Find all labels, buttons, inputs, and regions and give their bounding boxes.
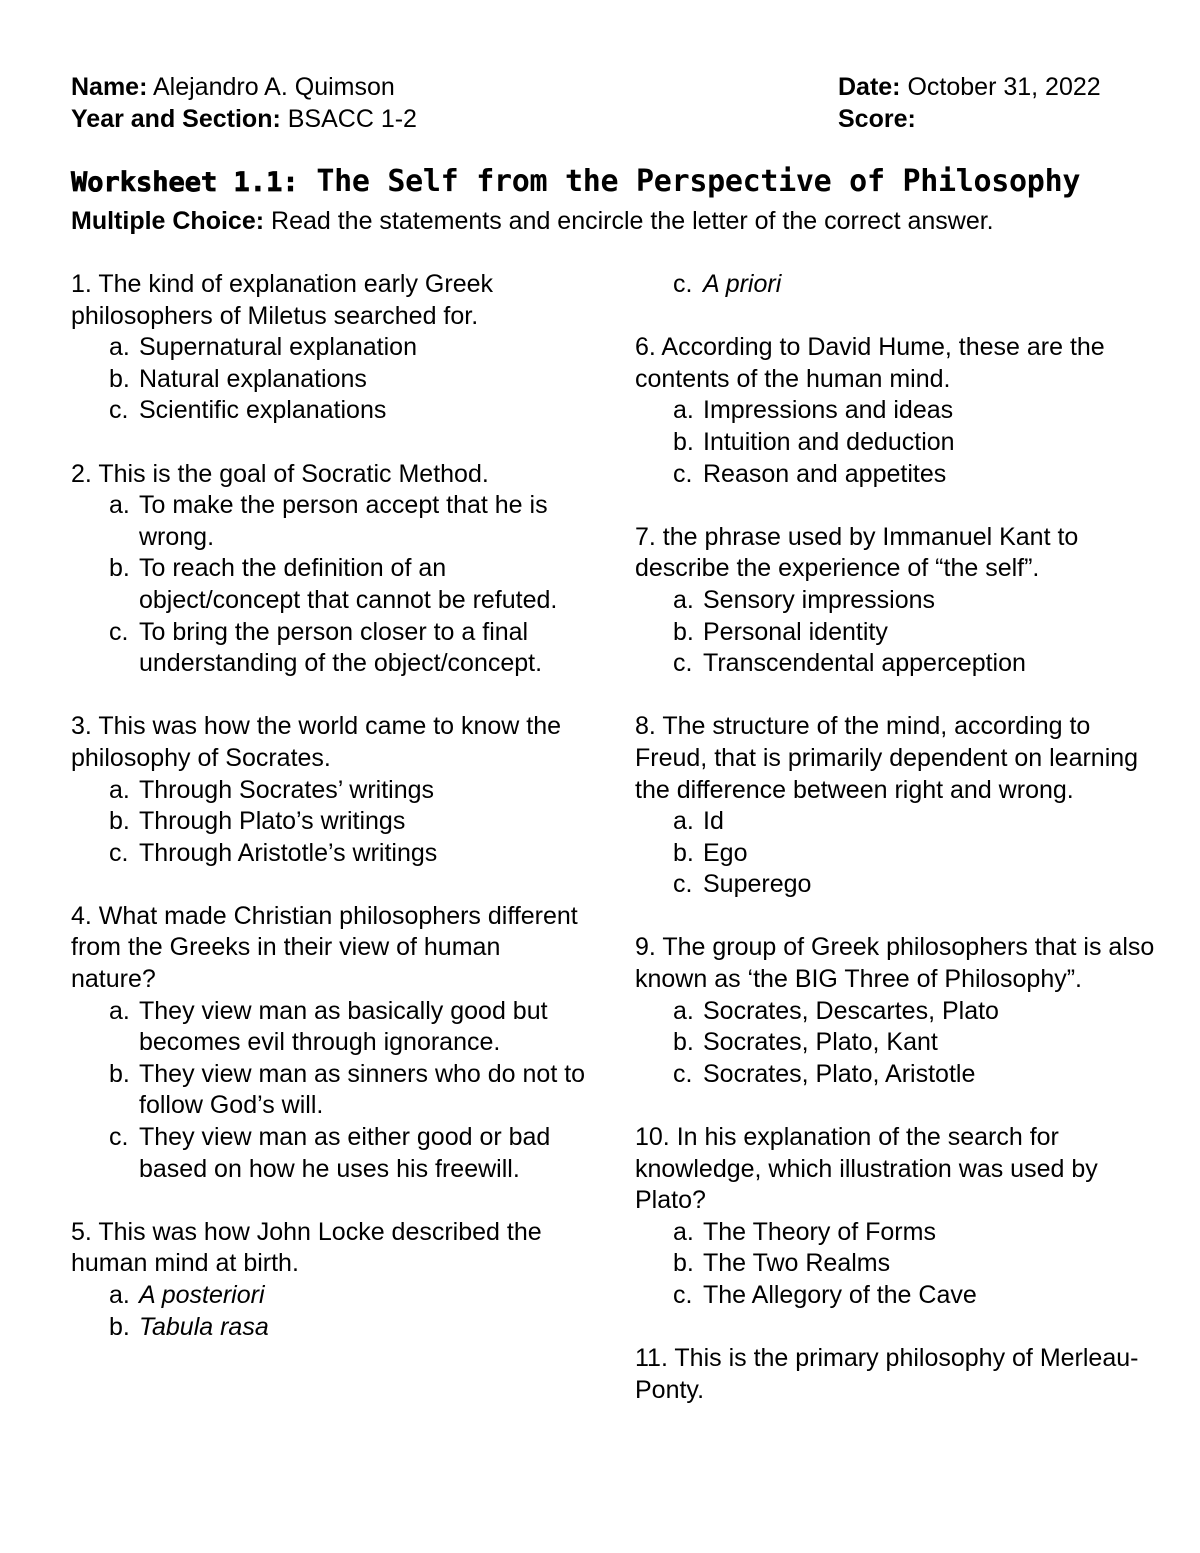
option-text: Scientific explanations (139, 396, 387, 425)
option-a[interactable] (109, 775, 591, 807)
worksheet-number: Worksheet 1.1: (71, 167, 299, 198)
question-7 (635, 522, 1155, 680)
option-text: A posteriori (139, 1281, 265, 1309)
option-a[interactable] (673, 395, 1155, 427)
option-b[interactable] (673, 1248, 1155, 1280)
option-c[interactable] (109, 617, 591, 680)
question-stem: 11. This is the primary philosophy of Merleau-Ponty. (635, 1344, 1139, 1404)
question-8 (635, 711, 1155, 901)
option-letter[interactable]: b. (673, 1249, 694, 1278)
option-text: Tabula rasa (139, 1312, 269, 1341)
option-letter[interactable]: a. (109, 491, 130, 520)
option-text: Ego (703, 838, 748, 867)
name-line (71, 71, 395, 103)
question-3 (71, 711, 591, 869)
option-text: Reason and appetites (703, 459, 947, 488)
option-text: Socrates, Plato, Kant (703, 1028, 938, 1057)
option-b[interactable] (109, 553, 591, 616)
option-c[interactable] (673, 648, 1155, 680)
option-letter[interactable]: a. (673, 807, 694, 836)
option-a[interactable] (673, 1217, 1155, 1249)
option-text: The Two Realms (703, 1249, 891, 1278)
option-letter[interactable]: c. (109, 838, 129, 867)
option-letter[interactable]: c. (673, 1059, 693, 1088)
option-c[interactable] (673, 869, 1155, 901)
option-c[interactable] (109, 838, 591, 870)
question-stem: 7. the phrase used by Immanuel Kant to describe the experience of “the self”. (635, 522, 1079, 583)
right-column (635, 269, 1155, 1438)
option-text: A priori (703, 270, 782, 298)
instructions (71, 205, 994, 237)
name-value: Alejandro A. Quimson (147, 73, 395, 101)
question-4 (71, 901, 591, 1185)
question-stem: 8. The structure of the mind, according to Freud, that is primarily dependent on learning the difference between right and wrong. (635, 712, 1139, 804)
option-letter[interactable]: c. (673, 1281, 693, 1309)
section-value: BSACC 1-2 (280, 105, 417, 133)
option-letter[interactable]: a. (109, 996, 130, 1025)
option-letter[interactable]: c. (109, 617, 129, 646)
question-stem: 1. The kind of explanation early Greek philosophers of Miletus searched for. (71, 270, 494, 330)
date-line (838, 71, 1101, 103)
instructions-text: Read the statements and encircle the letter of the correct answer. (264, 207, 994, 235)
option-b[interactable] (109, 364, 591, 396)
worksheet-title (71, 164, 1080, 199)
option-letter[interactable]: a. (109, 775, 130, 804)
option-letter[interactable]: b. (109, 1059, 130, 1088)
option-b[interactable] (109, 1312, 591, 1344)
option-text: To make the person accept that he is wrong. (139, 491, 548, 551)
option-b[interactable] (673, 617, 1155, 649)
name-label: Name: (71, 73, 148, 101)
option-a[interactable] (109, 1280, 591, 1312)
option-text: To reach the definition of an object/concept that cannot be refuted. (139, 554, 558, 614)
option-b[interactable] (673, 427, 1155, 459)
option-text: Natural explanations (139, 364, 367, 393)
option-c[interactable] (673, 459, 1155, 491)
option-letter[interactable]: c. (673, 459, 693, 488)
option-letter[interactable]: a. (109, 1281, 130, 1309)
option-letter[interactable]: b. (109, 364, 130, 393)
option-text: Socrates, Descartes, Plato (703, 996, 999, 1025)
option-c[interactable] (673, 1059, 1155, 1091)
question-11 (635, 1343, 1155, 1406)
option-b[interactable] (109, 1059, 591, 1122)
option-text: Socrates, Plato, Aristotle (703, 1059, 976, 1088)
date-label: Date: (838, 73, 901, 101)
option-text: Through Plato’s writings (139, 807, 406, 836)
option-c[interactable] (673, 1280, 1155, 1312)
option-letter[interactable]: a. (673, 1217, 694, 1246)
option-text: To bring the person closer to a final understanding of the object/concept. (139, 617, 543, 678)
score-line (838, 103, 916, 135)
question-stem: 10. In his explanation of the search for knowledge, which illustration was used by Plato? (635, 1123, 1098, 1215)
question-stem: 4. What made Christian philosophers different from the Greeks in their view of human nature? (71, 901, 578, 994)
option-text: Id (703, 807, 724, 836)
option-letter[interactable]: a. (673, 396, 694, 425)
option-letter[interactable]: b. (673, 838, 694, 867)
section-line (71, 103, 417, 135)
option-c[interactable] (109, 395, 591, 427)
option-text: Sensory impressions (703, 585, 936, 614)
option-a[interactable] (673, 585, 1155, 617)
question-5 (71, 1217, 591, 1343)
option-c[interactable] (673, 269, 1155, 301)
option-a[interactable] (109, 332, 591, 364)
option-letter[interactable]: b. (673, 427, 694, 456)
question-stem: 9. The group of Greek philosophers that is also known as ‘the BIG Three of Philosophy”. (635, 933, 1155, 994)
question-stem: 3. This was how the world came to know the philosophy of Socrates. (71, 712, 562, 772)
option-text: Supernatural explanation (139, 333, 417, 362)
option-a[interactable] (109, 490, 591, 553)
option-text: Through Socrates’ writings (139, 775, 435, 804)
option-a[interactable] (673, 996, 1155, 1028)
option-letter[interactable]: c. (673, 870, 693, 899)
option-letter[interactable]: a. (673, 996, 694, 1025)
option-b[interactable] (673, 1027, 1155, 1059)
question-5-continued (635, 269, 1155, 301)
option-a[interactable] (109, 996, 591, 1059)
option-text: Impressions and ideas (703, 396, 954, 425)
date-value: October 31, 2022 (900, 73, 1101, 101)
option-letter[interactable]: c. (109, 1123, 129, 1152)
option-text: They view man as basically good but becomes evil through ignorance. (139, 996, 548, 1057)
option-letter[interactable]: c. (109, 396, 129, 425)
option-text: The Theory of Forms (703, 1217, 936, 1246)
option-letter[interactable]: b. (109, 554, 130, 583)
worksheet-title-text: The Self from the Perspective of Philosophy (298, 164, 1081, 199)
question-stem: 6. According to David Hume, these are the contents of the human mind. (635, 333, 1105, 393)
option-text: Transcendental apperception (703, 649, 1026, 678)
option-text: Through Aristotle’s writings (139, 838, 438, 867)
option-text: Superego (703, 870, 812, 899)
option-letter[interactable]: c. (673, 270, 693, 298)
question-stem: 2. This is the goal of Socratic Method. (71, 459, 489, 488)
option-letter[interactable]: a. (109, 333, 130, 362)
option-letter[interactable]: b. (673, 1028, 694, 1057)
option-c[interactable] (109, 1122, 591, 1185)
option-letter[interactable]: b. (109, 807, 130, 836)
option-text: Personal identity (703, 617, 888, 646)
option-text: Intuition and deduction (703, 427, 955, 456)
option-text: They view man as sinners who do not to follow God’s will. (139, 1059, 586, 1120)
left-column (71, 269, 591, 1375)
option-text: They view man as either good or bad based on how he uses his freewill. (139, 1123, 551, 1183)
question-1 (71, 269, 591, 427)
instructions-label: Multiple Choice: (71, 207, 265, 235)
option-text: The Allegory of the Cave (703, 1281, 977, 1309)
option-letter[interactable]: c. (673, 649, 693, 678)
option-letter[interactable]: b. (109, 1312, 130, 1341)
question-6 (635, 332, 1155, 490)
question-10 (635, 1122, 1155, 1312)
score-label: Score: (838, 105, 916, 133)
question-stem: 5. This was how John Locke described the human mind at birth. (71, 1217, 542, 1278)
option-b[interactable] (109, 806, 591, 838)
option-letter[interactable]: a. (673, 585, 694, 614)
option-a[interactable] (673, 806, 1155, 838)
question-9 (635, 932, 1155, 1090)
section-label: Year and Section: (71, 105, 281, 133)
option-letter[interactable]: b. (673, 617, 694, 646)
option-b[interactable] (673, 838, 1155, 870)
question-2 (71, 459, 591, 680)
